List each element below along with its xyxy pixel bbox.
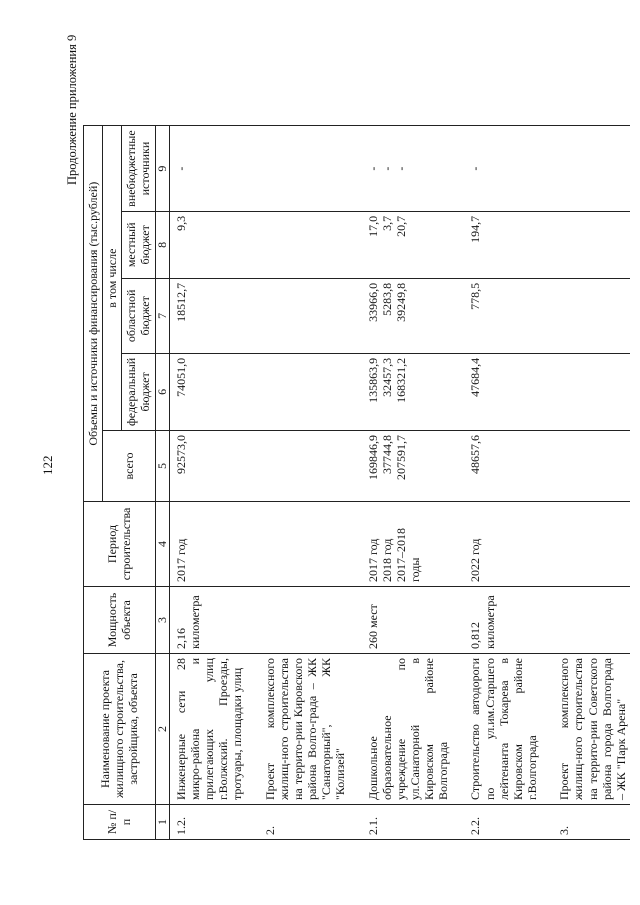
header-local: местный бюджет xyxy=(122,211,155,278)
row-extra xyxy=(350,126,453,212)
header-funding: Объемы и источники финансирования (тыс.рублей) xyxy=(84,126,103,502)
header-regional: областной бюджет xyxy=(122,278,155,353)
row-regional-line: 39249,8 xyxy=(393,282,408,322)
table-row xyxy=(452,126,541,840)
header-capacity: Мощность объекта xyxy=(84,587,156,654)
row-regional xyxy=(247,278,350,353)
row-capacity xyxy=(541,587,630,654)
col-number: 5 xyxy=(155,431,169,502)
col-number: 6 xyxy=(155,353,169,430)
row-extra xyxy=(247,126,350,212)
row-period xyxy=(541,502,630,587)
table-row xyxy=(169,126,246,840)
row-federal-line: 135863,9 xyxy=(365,357,380,403)
row-extra xyxy=(541,126,630,212)
row-federal xyxy=(350,353,453,430)
row-total xyxy=(350,431,453,502)
row-capacity xyxy=(452,587,541,654)
row-capacity xyxy=(169,587,246,654)
row-name: Дошкольное образовательное учреждение по ул.Санаторной в Кировском районе Волгограда xyxy=(350,654,453,805)
row-federal-line: 47684,4 xyxy=(468,357,483,397)
row-number: 2. xyxy=(247,805,350,840)
row-federal-line: 32457,3 xyxy=(379,357,394,397)
financing-table xyxy=(83,125,630,840)
page-number: 122 xyxy=(40,455,55,475)
row-total-line: 48657,6 xyxy=(468,435,483,474)
col-number: 9 xyxy=(155,126,169,212)
row-extra-line: - xyxy=(365,166,380,171)
row-federal-line: 74051,0 xyxy=(173,357,188,397)
col-number: 4 xyxy=(155,502,169,587)
row-regional-line: 33966,0 xyxy=(365,282,380,322)
table-row xyxy=(350,126,453,840)
row-period-line: 2017–2018 годы xyxy=(393,528,422,582)
row-federal-line: 168321,2 xyxy=(393,357,408,403)
row-period xyxy=(247,502,350,587)
row-local-line: 17,0 xyxy=(365,215,380,237)
col-number: 8 xyxy=(155,211,169,278)
row-federal xyxy=(247,353,350,430)
row-period-line: 2017 год xyxy=(173,538,188,582)
row-capacity-line: километра xyxy=(482,595,497,649)
row-capacity-line: 260 мест xyxy=(365,604,380,649)
row-extra-line: - xyxy=(393,166,408,171)
row-total xyxy=(247,431,350,502)
row-federal xyxy=(169,353,246,430)
row-name: Строительство автодороги по ул.им.Старшего лейтенанта Токарева в Кировском районе г.Волгограда xyxy=(452,654,541,805)
row-regional xyxy=(169,278,246,353)
header-total: всего xyxy=(103,431,155,502)
continuation-note: Продолжение приложения 9 xyxy=(65,34,79,185)
row-local xyxy=(452,211,541,278)
row-period xyxy=(169,502,246,587)
row-capacity xyxy=(350,587,453,654)
row-capacity-line: километра xyxy=(187,595,202,649)
header-including: в том числе xyxy=(103,126,122,431)
table-row xyxy=(541,126,630,840)
row-regional-line: 18512,7 xyxy=(173,282,188,322)
row-local xyxy=(350,211,453,278)
row-local xyxy=(541,211,630,278)
header-period: Период строительства xyxy=(84,502,156,587)
row-extra xyxy=(169,126,246,212)
row-local-line: 3,7 xyxy=(379,215,394,231)
row-name: Проект комплексного жилищ-ного строительства на террито-рии Кировского района Волго-града – ЖК "Санаторный", ЖК "Колизей" xyxy=(247,654,350,805)
row-regional xyxy=(350,278,453,353)
row-regional xyxy=(452,278,541,353)
row-total-line: 207591,7 xyxy=(393,435,408,480)
row-period xyxy=(452,502,541,587)
table-body xyxy=(169,126,630,840)
column-numbers-row xyxy=(155,126,169,840)
row-capacity xyxy=(247,587,350,654)
header-name: Наименование проекта жилищного строительства, застройщика, объекта xyxy=(84,654,156,805)
col-number: 2 xyxy=(155,654,169,805)
row-total xyxy=(541,431,630,502)
row-local xyxy=(169,211,246,278)
row-name: Проект комплексного жилищ-ного строительства на террито-рии Советского района города Волгограда – ЖК "Парк Арена" xyxy=(541,654,630,805)
row-capacity-line: 2,16 xyxy=(173,628,188,649)
row-capacity-line: 0,812 xyxy=(468,622,483,649)
header-federal: федеральный бюджет xyxy=(122,353,155,430)
row-total xyxy=(452,431,541,502)
row-period-line: 2017 год xyxy=(365,538,380,582)
row-local xyxy=(247,211,350,278)
col-number: 7 xyxy=(155,278,169,353)
row-regional xyxy=(541,278,630,353)
row-regional-line: 5283,8 xyxy=(379,282,394,316)
row-number: 1.2. xyxy=(169,805,246,840)
row-extra-line: - xyxy=(468,166,483,171)
row-number: 2.1. xyxy=(350,805,453,840)
header-num: № п/п xyxy=(84,805,156,840)
row-period-line: 2022 год xyxy=(468,538,483,582)
row-total-line: 92573,0 xyxy=(173,435,188,474)
row-federal xyxy=(541,353,630,430)
row-total-line: 169846,9 xyxy=(365,435,380,480)
row-local-line: 194,7 xyxy=(468,215,483,243)
row-total xyxy=(169,431,246,502)
row-local-line: 20,7 xyxy=(393,215,408,237)
row-total-line: 37744,8 xyxy=(379,435,394,474)
row-name: Инженерные сети 28 микро-района и прилегающих улиц г.Волжский. Проезды, тротуары, площадки улиц xyxy=(169,654,246,805)
row-number: 3. xyxy=(541,805,630,840)
row-extra xyxy=(452,126,541,212)
row-federal xyxy=(452,353,541,430)
row-extra-line: - xyxy=(379,166,394,171)
row-period-line: 2018 год xyxy=(379,538,394,582)
row-extra-line: - xyxy=(173,166,188,171)
header-extra: внебюджетные источники xyxy=(122,126,155,212)
table-row xyxy=(247,126,350,840)
row-number: 2.2. xyxy=(452,805,541,840)
row-period xyxy=(350,502,453,587)
row-regional-line: 778,5 xyxy=(468,282,483,310)
col-number: 1 xyxy=(155,805,169,840)
col-number: 3 xyxy=(155,587,169,654)
row-local-line: 9,3 xyxy=(173,215,188,231)
